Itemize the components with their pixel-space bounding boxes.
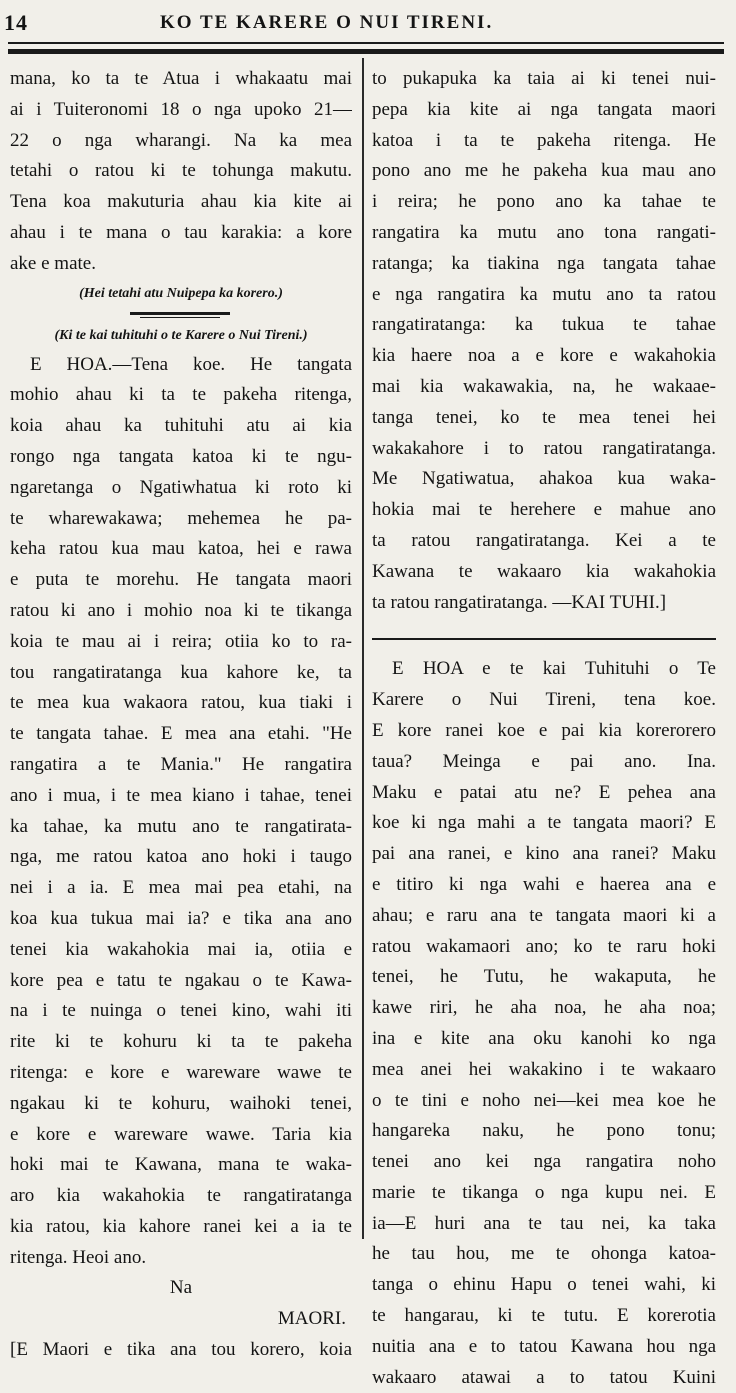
text-line: te mea kua wakaora ratou, kua tiaki i	[10, 692, 352, 714]
text-line: e titiro ki nga wahi e haerea ana e	[372, 873, 716, 895]
text-line: e kore e wareware wawe. Taria kia	[10, 1123, 352, 1145]
text-line: 22 o nga wharangi. Na ka mea	[10, 129, 352, 151]
header-rule-thick	[8, 49, 724, 54]
text-line: ake e mate.	[10, 252, 96, 274]
text-line: te wharewakawa; mehemea he pa-	[10, 507, 352, 529]
text-line: ina e kite ana oku kanohi ko nga	[372, 1027, 716, 1049]
left-column	[10, 64, 352, 1366]
text-line: koa kua tukua mai ia? e tika ana ano	[10, 907, 352, 929]
text-line: koe ki nga mahi a te tangata maori? E	[372, 812, 716, 834]
text-line: koia ahau ka tuhituhi atu ai kia	[10, 415, 352, 437]
letter-salutation-line: E HOA e te kai Tuhituhi o Te	[392, 658, 716, 680]
text-line: he tau hou, me te ohonga katoa-	[372, 1243, 716, 1265]
text-line: wakakahore i to ratou rangatiratanga.	[372, 437, 716, 459]
page-number: 14	[4, 10, 28, 35]
second-letter	[372, 654, 716, 1393]
text-line: rangatira a te Mania." He rangatira	[10, 753, 352, 775]
text-line: ia—E huri ana te tau nei, ka taka	[372, 1212, 716, 1234]
addressee-note: (Ki te kai tuhituhi o te Karere o Nui Tireni.)	[54, 327, 308, 343]
text-line: Kawana te wakaaro kia wakahokia	[372, 560, 716, 582]
signature-name: MAORI.	[277, 1308, 346, 1330]
text-line: mai kia wakawakia, na, he wakaae-	[372, 375, 716, 397]
left-paragraph-1	[10, 64, 352, 280]
editor-reply-continued	[372, 64, 716, 618]
text-line: aro kia wakahokia te rangatiratanga	[10, 1185, 352, 1207]
text-line: mohio ahau ki ta te pakeha ritenga,	[10, 384, 352, 406]
column-divider	[362, 58, 364, 1239]
text-line: ahau i te mana o tau karakia: a kore	[10, 221, 352, 243]
signature-na: Na	[169, 1277, 193, 1299]
text-line: e nga rangatira ka mutu ano ta ratou	[372, 283, 716, 305]
text-line: rangatira ka mutu ano tona rangati-	[372, 221, 716, 243]
source-note: (Hei tetahi atu Nuipepa ka korero.)	[79, 285, 283, 301]
text-line: ratou wakamaori ano; ko te raru hoki	[372, 935, 716, 957]
text-line: tou rangatiratanga kua kahore ke, ta	[10, 661, 352, 683]
text-line: Tena koa makuturia ahau kia kite ai	[10, 191, 352, 213]
text-line: ka tahae, ka mutu ano te rangatirata-	[10, 815, 352, 837]
text-line: tenei ano kei nga rangatira noho	[372, 1151, 716, 1173]
text-line: mea anei hei wakakino i te wakaaro	[372, 1058, 716, 1080]
page-header	[0, 8, 736, 38]
text-line: kawe riri, he aha noa, he aha noa;	[372, 997, 716, 1019]
text-line: katoa i ta te pakeha ritenga. He	[372, 129, 716, 151]
editor-reply-start: [E Maori e tika ana tou korero, koia	[10, 1339, 352, 1361]
text-line: ratou ki ano i mohio noa ki te tikanga	[10, 599, 352, 621]
text-line: ta ratou rangatiratanga. Kei a te	[372, 529, 716, 551]
text-line: koia te mau ai i reira; otiia ko to ra-	[10, 630, 352, 652]
letter-salutation-line: E HOA.—Tena koe. He tangata	[30, 353, 352, 375]
letter-body	[10, 350, 352, 1274]
text-line: te hangarau, ki te tutu. E korerotia	[372, 1305, 716, 1327]
text-line: ratanga; ka tiakina nga tangata tahae	[372, 252, 716, 274]
text-line: tanga o ehinu Hapu o tenei wahi, ki	[372, 1274, 716, 1296]
text-line: Karere o Nui Tireni, tena koe.	[372, 689, 716, 711]
text-line: ai i Tuiteronomi 18 o nga upoko 21—	[10, 98, 352, 120]
text-line: tanga tenei, ko te mea tenei hei	[372, 406, 716, 428]
text-line: tetahi o ratou ki te tohunga makutu.	[10, 160, 352, 182]
text-line: kia haere noa a e kore e wakahokia	[372, 345, 716, 367]
text-line: nga, me ratou katoa ano hoki i taugo	[10, 846, 352, 868]
text-line: hokia mai te herehere e mahue ano	[372, 499, 716, 521]
text-line: ritenga: e kore e wareware wawe te	[10, 1061, 352, 1083]
text-line: taua? Meinga e pai ano. Ina.	[372, 750, 716, 772]
text-line: ritenga. Heoi ano.	[10, 1246, 147, 1268]
text-line: keha ratou kua mau katoa, hei e rawa	[10, 538, 352, 560]
text-line: ahau; e raru ana te tangata maori ki a	[372, 904, 716, 926]
text-line: ngakau ki te kohuru, waihoki tenei,	[10, 1092, 352, 1114]
text-line: hoki mai te Kawana, mana te waka-	[10, 1154, 352, 1176]
newspaper-title: KO TE KARERE O NUI TIRENI.	[160, 12, 494, 33]
text-line: na i te nuinga o tenei kino, wahi iti	[10, 1000, 352, 1022]
text-line: mana, ko ta te Atua i whakaatu mai	[10, 68, 352, 89]
text-line: ano i mua, i te mea kiano i tahae, tenei	[10, 784, 352, 806]
text-line: kia ratou, kia kahore ranei kei a ia te	[10, 1215, 352, 1237]
text-line: rongo nga tangata katoa ki te ngu-	[10, 445, 352, 467]
text-line: pai ana ranei, e kino ana ranei? Maku	[372, 843, 716, 865]
text-line: tenei, he Tutu, he wakaputa, he	[372, 966, 716, 988]
text-line: pono ano me he pakeha kua mau ano	[372, 160, 716, 182]
text-line: o te tini e noho nei—kei mea koe he	[372, 1089, 716, 1111]
text-line: i reira; he pono ano ka tahae te	[372, 191, 716, 213]
section-divider	[10, 308, 352, 322]
text-line: rite ki te kohuru ki ta te pakeha	[10, 1031, 352, 1053]
right-column	[372, 64, 716, 1393]
text-line: ngaretanga o Ngatiwhatua ki roto ki	[10, 476, 352, 498]
header-rule-thin	[8, 42, 724, 44]
text-line: nei i a ia. E mea mai pea etahi, na	[10, 877, 352, 899]
text-line: nuitia ana e to tatou Kawana hou nga	[372, 1335, 716, 1357]
text-line: kore pea e tatu te ngakau o te Kawa-	[10, 969, 352, 991]
text-line: wakaaro atawai a to tatou Kuini	[372, 1366, 716, 1388]
text-line: e puta te morehu. He tangata maori	[10, 569, 352, 591]
text-line: ta ratou rangatiratanga. —KAI TUHI.]	[372, 591, 667, 613]
text-line: marie te tikanga o nga kupu nei. E	[372, 1181, 716, 1203]
text-line: to pukapuka ka taia ai ki tenei nui-	[372, 68, 716, 89]
text-line: hangareka naku, he pono tonu;	[372, 1120, 716, 1142]
text-line: te tangata tahae. E mea ana etahi. "He	[10, 723, 352, 745]
text-line: Maku e patai atu ne? E pehea ana	[372, 781, 716, 803]
section-divider	[372, 632, 716, 648]
text-line: E kore ranei koe e pai kia korerorero	[372, 719, 716, 741]
text-line: Me Ngatiwatua, ahakoa kua waka-	[372, 468, 716, 490]
text-line: pepa kia kite ai nga tangata maori	[372, 98, 716, 120]
text-line: tenei kia wakahokia mai ia, otiia e	[10, 938, 352, 960]
text-line: rangatiratanga: ka tukua te tahae	[372, 314, 716, 336]
